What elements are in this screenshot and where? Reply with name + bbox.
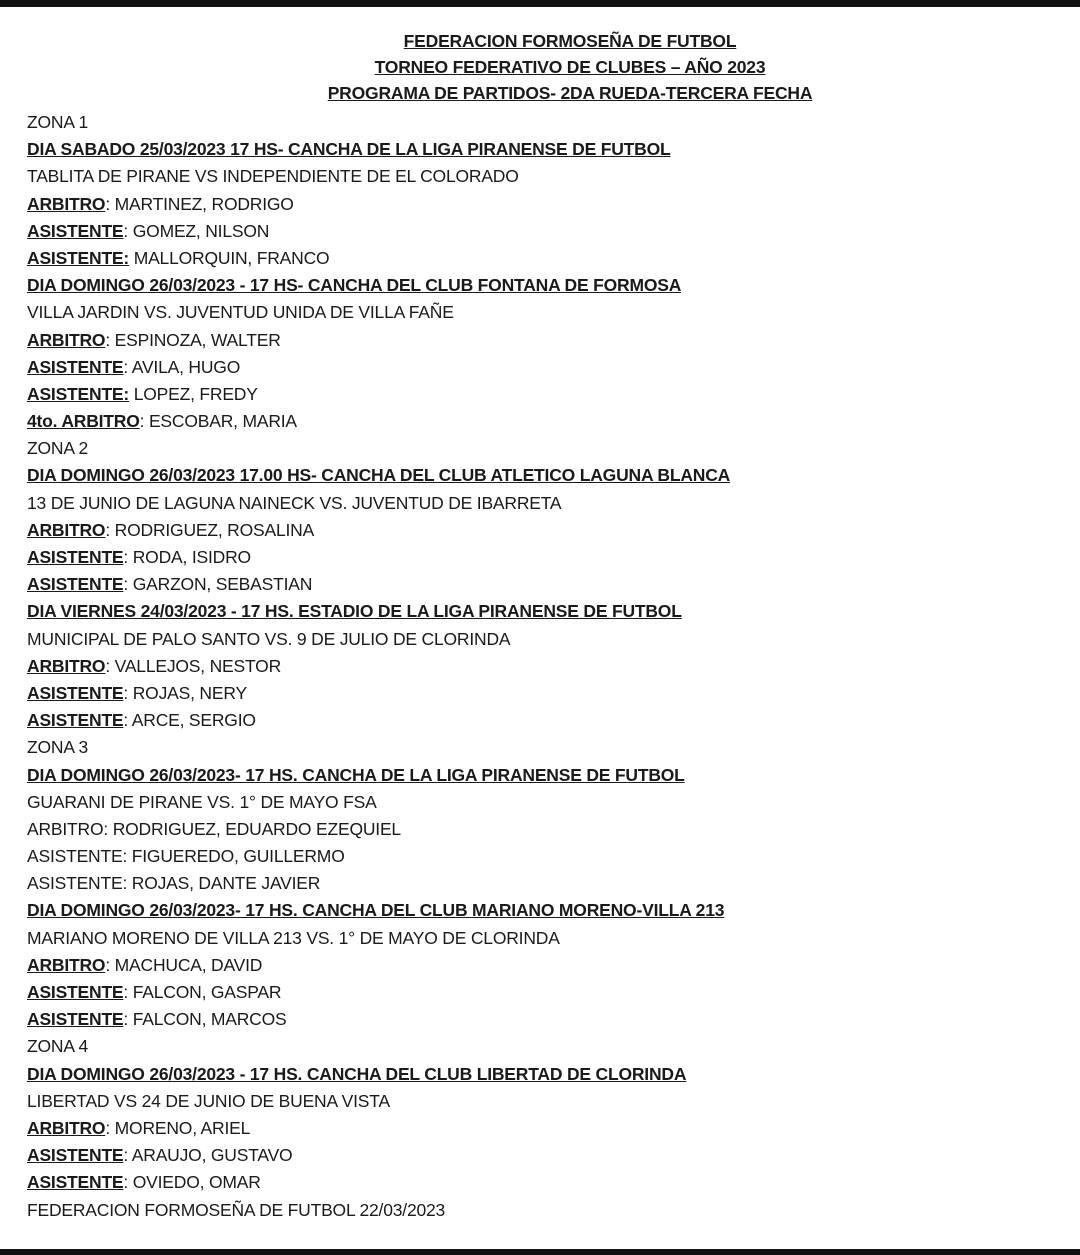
match-teams: TABLITA DE PIRANE VS INDEPENDIENTE DE EL COLORADO <box>27 166 519 187</box>
asistente-line <box>27 680 1080 707</box>
asistente-name: : AVILA, HUGO <box>123 356 241 377</box>
asistente-line <box>27 354 1080 381</box>
match-header: DIA DOMINGO 26/03/2023- 17 HS. CANCHA DEL CLUB MARIANO MORENO-VILLA 213 <box>27 900 725 921</box>
asistente-label: ASISTENTE <box>27 1009 124 1030</box>
zona-4-label: ZONA 4 <box>27 1036 89 1057</box>
asistente-name: MALLORQUIN, FRANCO <box>129 247 330 268</box>
arbitro-line <box>27 1115 1080 1142</box>
arbitro-label: ARBITRO <box>27 1117 106 1138</box>
match-teams: VILLA JARDIN VS. JUVENTUD UNIDA DE VILLA FAÑE <box>27 302 454 323</box>
cuarto-arbitro-name: : ESCOBAR, MARIA <box>139 411 297 432</box>
arbitro-line <box>27 952 1080 979</box>
asistente-label: ASISTENTE <box>27 356 124 377</box>
arbitro-line <box>27 517 1080 544</box>
asistente-label: ASISTENTE <box>27 547 124 567</box>
arbitro-label: ARBITRO <box>27 519 106 540</box>
asistente-name: : FALCON, MARCOS <box>123 1009 287 1030</box>
arbitro-label: ARBITRO <box>27 329 106 350</box>
asistente-label: ASISTENTE <box>27 682 124 703</box>
match-header: DIA VIERNES 24/03/2023 - 17 HS. ESTADIO DE LA LIGA PIRANENSE DE FUTBOL <box>27 601 682 622</box>
asistente-line <box>27 218 1080 245</box>
zona-2-label: ZONA 2 <box>27 438 89 459</box>
match-header: DIA DOMINGO 26/03/2023 17.00 HS- CANCHA DEL CLUB ATLETICO LAGUNA BLANCA <box>27 465 731 486</box>
zona-1-label: ZONA 1 <box>27 112 89 132</box>
zona-3-label: ZONA 3 <box>27 737 89 758</box>
asistente-line <box>27 1169 1080 1196</box>
asistente-name: : OVIEDO, OMAR <box>123 1172 261 1193</box>
match-teams: MARIANO MORENO DE VILLA 213 VS. 1° DE MAYO DE CLORINDA <box>27 927 560 948</box>
asistente-name: : FALCON, GASPAR <box>123 982 282 1002</box>
arbitro-name: : MACHUCA, DAVID <box>105 954 263 975</box>
arbitro-name: : MORENO, ARIEL <box>105 1117 251 1138</box>
asistente-label: ASISTENTE <box>27 1172 124 1193</box>
asistente-label: ASISTENTE <box>27 710 124 731</box>
asistente-label: ASISTENTE <box>27 220 124 241</box>
asistente-name: : ROJAS, NERY <box>123 682 247 703</box>
document <box>0 28 1080 1224</box>
footer-signature: FEDERACION FORMOSEÑA DE FUTBOL 22/03/2023 <box>27 1199 446 1220</box>
asistente-name: LOPEZ, FREDY <box>129 383 258 404</box>
match-teams: 13 DE JUNIO DE LAGUNA NAINECK VS. JUVENTUD DE IBARRETA <box>27 492 562 513</box>
arbitro-label: ARBITRO <box>27 954 106 975</box>
match-header: DIA DOMINGO 26/03/2023 - 17 HS. CANCHA DEL CLUB LIBERTAD DE CLORINDA <box>27 1063 687 1084</box>
asistente-line <box>27 571 1080 598</box>
asistente-line <box>27 707 1080 734</box>
match-header: DIA SABADO 25/03/2023 17 HS- CANCHA DE LA LIGA PIRANENSE DE FUTBOL <box>27 139 671 160</box>
title-torneo: TORNEO FEDERATIVO DE CLUBES – AÑO 2023 <box>374 57 766 77</box>
asistente-label: ASISTENTE: <box>27 247 130 268</box>
match-teams: LIBERTAD VS 24 DE JUNIO DE BUENA VISTA <box>27 1090 390 1111</box>
match-teams: GUARANI DE PIRANE VS. 1° DE MAYO FSA <box>27 791 377 812</box>
asistente-line <box>27 544 1080 571</box>
asistente-line <box>27 979 1080 1006</box>
asistente-line: ASISTENTE: FIGUEREDO, GUILLERMO <box>27 846 345 867</box>
arbitro-label: ARBITRO <box>27 193 106 214</box>
arbitro-name: : RODRIGUEZ, ROSALINA <box>105 519 315 540</box>
asistente-label: ASISTENTE: <box>27 383 130 404</box>
asistente-label: ASISTENTE <box>27 1145 124 1166</box>
arbitro-line <box>27 653 1080 680</box>
title-programa: PROGRAMA DE PARTIDOS- 2DA RUEDA-TERCERA FECHA <box>327 83 813 103</box>
asistente-line <box>27 1142 1080 1169</box>
arbitro-name: : ESPINOZA, WALTER <box>105 329 281 350</box>
match-header: DIA DOMINGO 26/03/2023 - 17 HS- CANCHA DEL CLUB FONTANA DE FORMOSA <box>27 275 682 296</box>
asistente-name: : ARCE, SERGIO <box>123 710 256 731</box>
asistente-name: : ARAUJO, GUSTAVO <box>123 1145 293 1166</box>
arbitro-name: : VALLEJOS, NESTOR <box>105 655 282 676</box>
asistente-name: : GARZON, SEBASTIAN <box>123 574 313 595</box>
arbitro-line: ARBITRO: RODRIGUEZ, EDUARDO EZEQUIEL <box>27 818 401 839</box>
top-border <box>0 0 1080 7</box>
title-federacion: FEDERACION FORMOSEÑA DE FUTBOL <box>403 31 737 51</box>
bottom-border <box>0 1249 1080 1255</box>
asistente-line: ASISTENTE: ROJAS, DANTE JAVIER <box>27 873 321 894</box>
match-header: DIA DOMINGO 26/03/2023- 17 HS. CANCHA DE LA LIGA PIRANENSE DE FUTBOL <box>27 764 685 785</box>
match-teams: MUNICIPAL DE PALO SANTO VS. 9 DE JULIO DE CLORINDA <box>27 628 511 649</box>
arbitro-line <box>27 327 1080 354</box>
arbitro-label: ARBITRO <box>27 655 106 676</box>
cuarto-arbitro-label: 4to. ARBITRO <box>27 411 140 432</box>
arbitro-line <box>27 191 1080 218</box>
asistente-name: : GOMEZ, NILSON <box>123 220 270 241</box>
asistente-line <box>27 1006 1080 1033</box>
asistente-label: ASISTENTE <box>27 574 124 595</box>
asistente-line <box>27 381 1080 408</box>
arbitro-name: : MARTINEZ, RODRIGO <box>105 193 294 214</box>
schedule <box>27 109 1080 1224</box>
asistente-label: ASISTENTE <box>27 982 124 1002</box>
asistente-name: : RODA, ISIDRO <box>123 547 251 567</box>
asistente-line <box>27 245 1080 272</box>
cuarto-arbitro-line <box>27 408 1080 435</box>
